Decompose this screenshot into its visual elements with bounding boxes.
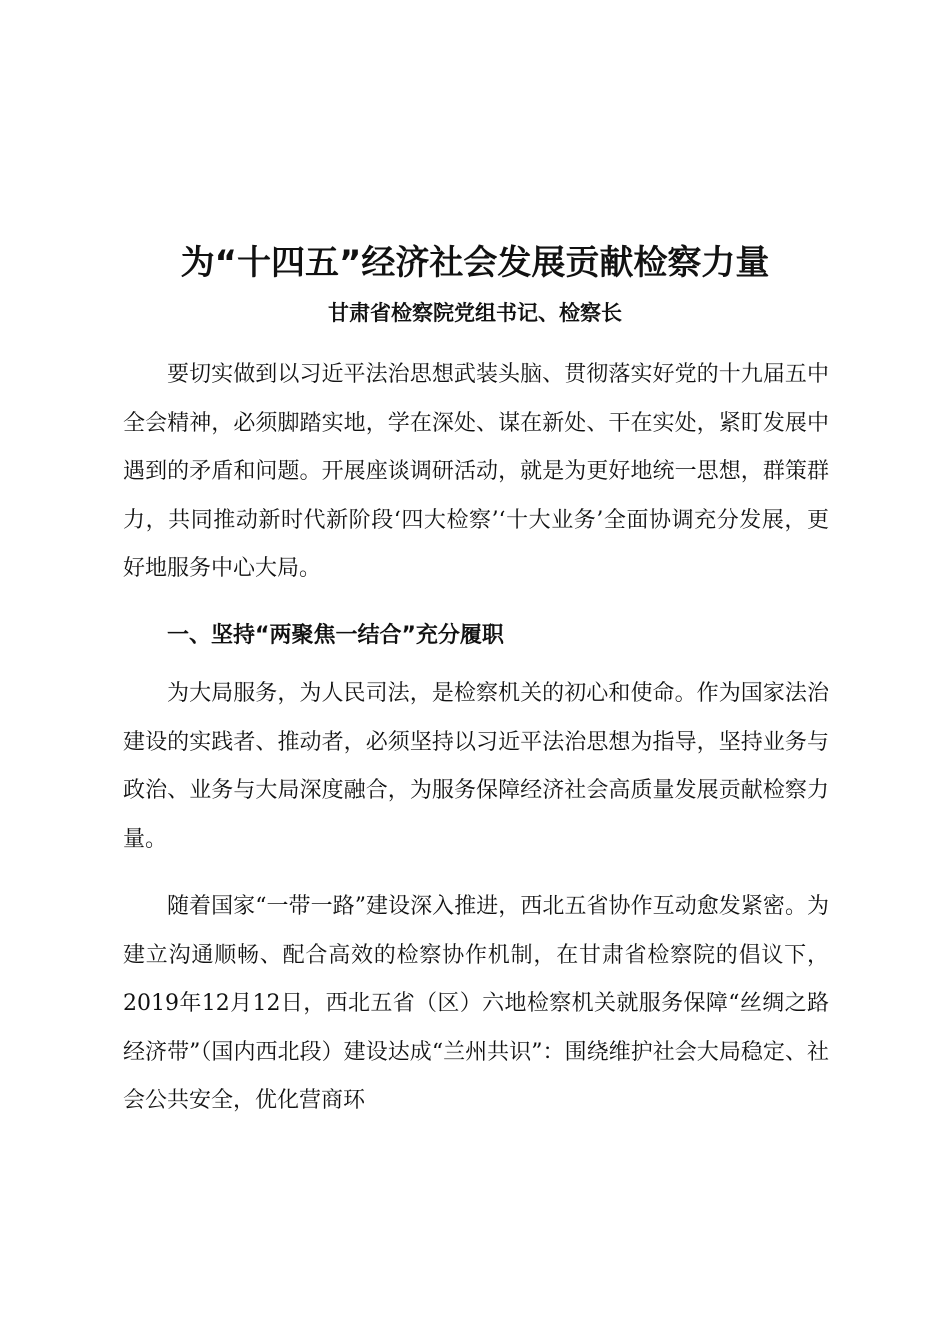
paragraph-text: 随着国家“一带一路”建设深入推进，西北五省协作互动愈发紧密。为建立沟通顺畅、配合高效的检察协作机制，在甘肃省检察院的倡议下，2019年12月12日，西北五省（区）六地检察机关就服务保障“丝绸之路经济带”（国内西北段）建设达成“兰州共识”：围绕维护社会大局稳定、社会公共安全，优化营商环 [123,894,829,1113]
body-paragraph [123,351,829,594]
paragraph-text: 为大局服务，为人民司法，是检察机关的初心和使命。作为国家法治建设的实践者、推动者，必须坚持以习近平法治思想为指导，坚持业务与政治、业务与大局深度融合，为服务保障经济社会高质量发展贡献检察力量。 [123,681,829,852]
body-paragraph [123,670,829,864]
section-heading-text: 一、坚持“两聚焦一结合”充分履职 [167,623,504,648]
document-title: 为“十四五”经济社会发展贡献检察力量 [180,243,770,283]
paragraph-text: 要切实做到以习近平法治思想武装头脑、贯彻落实好党的十九届五中全会精神，必须脚踏实地，学在深处、谋在新处、干在实处，紧盯发展中遇到的矛盾和问题。开展座谈调研活动，就是为更好地统一思想，群策群力，共同推动新时代新阶段‘四大检察’‘十大业务’全面协调充分发展，更好地服务中心大局。 [123,362,829,581]
author-line: 甘肃省检察院党组书记、检察长 [328,301,622,325]
body-paragraph [123,883,829,1126]
section-heading [123,612,829,660]
